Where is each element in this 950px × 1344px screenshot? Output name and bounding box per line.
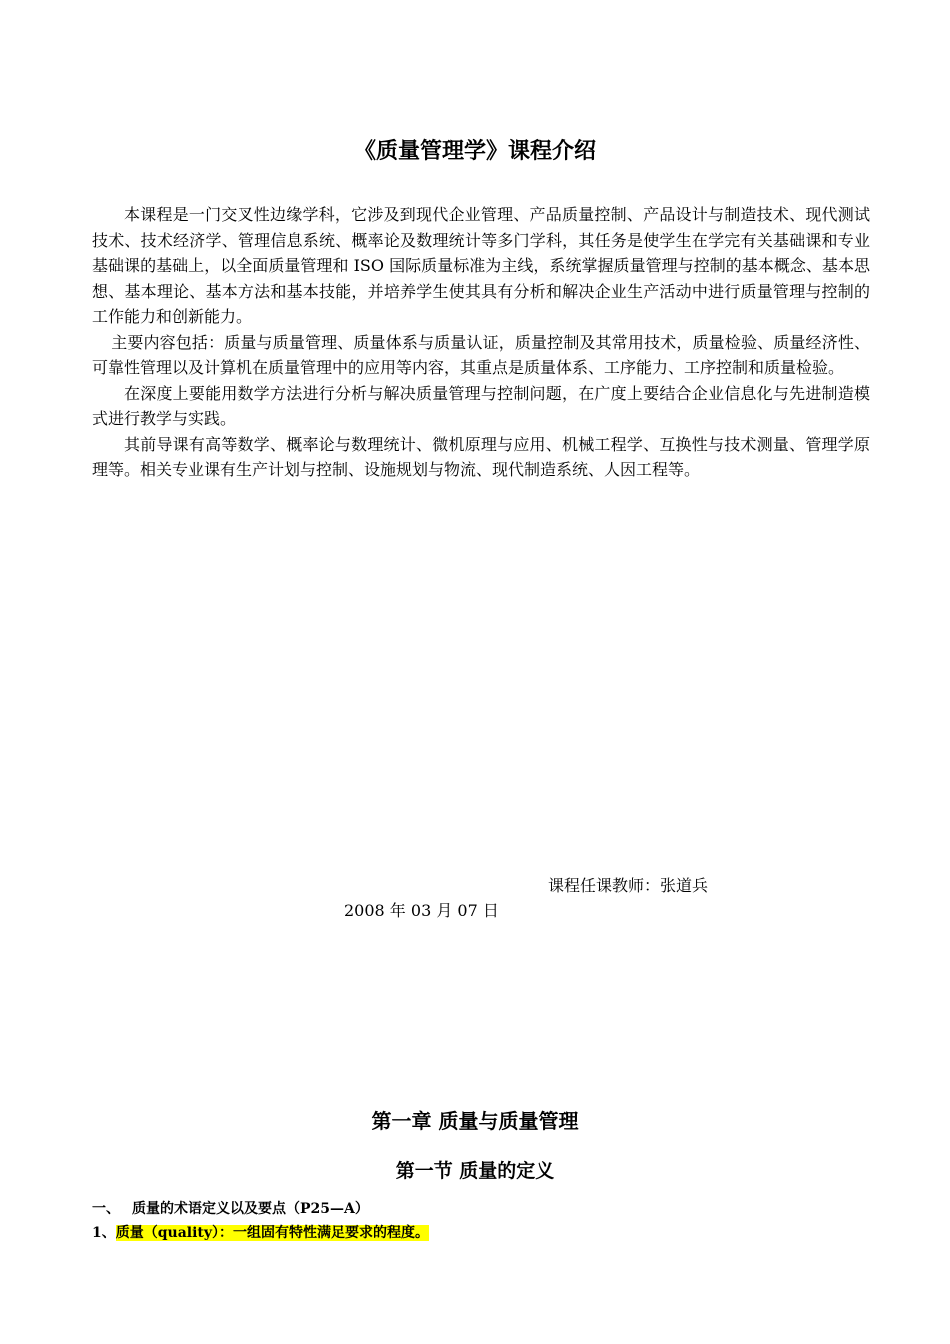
course-introduction bbox=[92, 202, 870, 483]
intro-paragraph-4: 其前导课有高等数学、概率论与数理统计、微机原理与应用、机械工程学、互换性与技术测量、管理学原理等。相关专业课有生产计划与控制、设施规划与物流、现代制造系统、人因工程等。 bbox=[92, 434, 870, 479]
intro-paragraph-3: 在深度上要能用数学方法进行分析与解决质量管理与控制问题，在广度上要结合企业信息化与先进制造模式进行教学与实践。 bbox=[92, 383, 870, 428]
intro-paragraph-2: 主要内容包括：质量与质量管理、质量体系与质量认证，质量控制及其常用技术，质量检验、质量经济性、可靠性管理以及计算机在质量管理中的应用等内容，其重点是质量体系、工序能力、工序控制和质量检验。 bbox=[92, 332, 870, 377]
subheading-text: 质量的术语定义以及要点（P25—A） bbox=[132, 1201, 369, 1217]
page-title: 《质量管理学》课程介绍 bbox=[353, 138, 596, 164]
intro-paragraph-1: 本课程是一门交叉性边缘学科，它涉及到现代企业管理、产品质量控制、产品设计与制造技术、现代测试技术、技术经济学、管理信息系统、概率论及数理统计等多门学科，其任务是使学生在学完有关基础课和专业基础课的基础上，以全面质量管理和 ISO 国际质量标准为主线，系统掌握质量管理与控制的基本概念、基本思想、基本理论、基本方法和基本技能，并培养学生使其具有分析和解决企业生产活动中进行质量管理与控制的工作能力和创新能力。 bbox=[92, 205, 870, 326]
definition-number: 1、 bbox=[92, 1225, 116, 1241]
teacher-line: 课程任课教师：张道兵 bbox=[548, 876, 709, 895]
section-title: 第一节 质量的定义 bbox=[395, 1160, 555, 1182]
date-line: 2008 年 03 月 07 日 bbox=[344, 901, 499, 920]
quality-definition bbox=[92, 1222, 429, 1244]
subheading bbox=[92, 1198, 369, 1220]
chapter-title: 第一章 质量与质量管理 bbox=[371, 1109, 579, 1133]
definition-highlighted-text: 质量（quality）：一组固有特性满足要求的程度。 bbox=[115, 1225, 430, 1241]
subheading-number: 一、 bbox=[92, 1201, 120, 1217]
